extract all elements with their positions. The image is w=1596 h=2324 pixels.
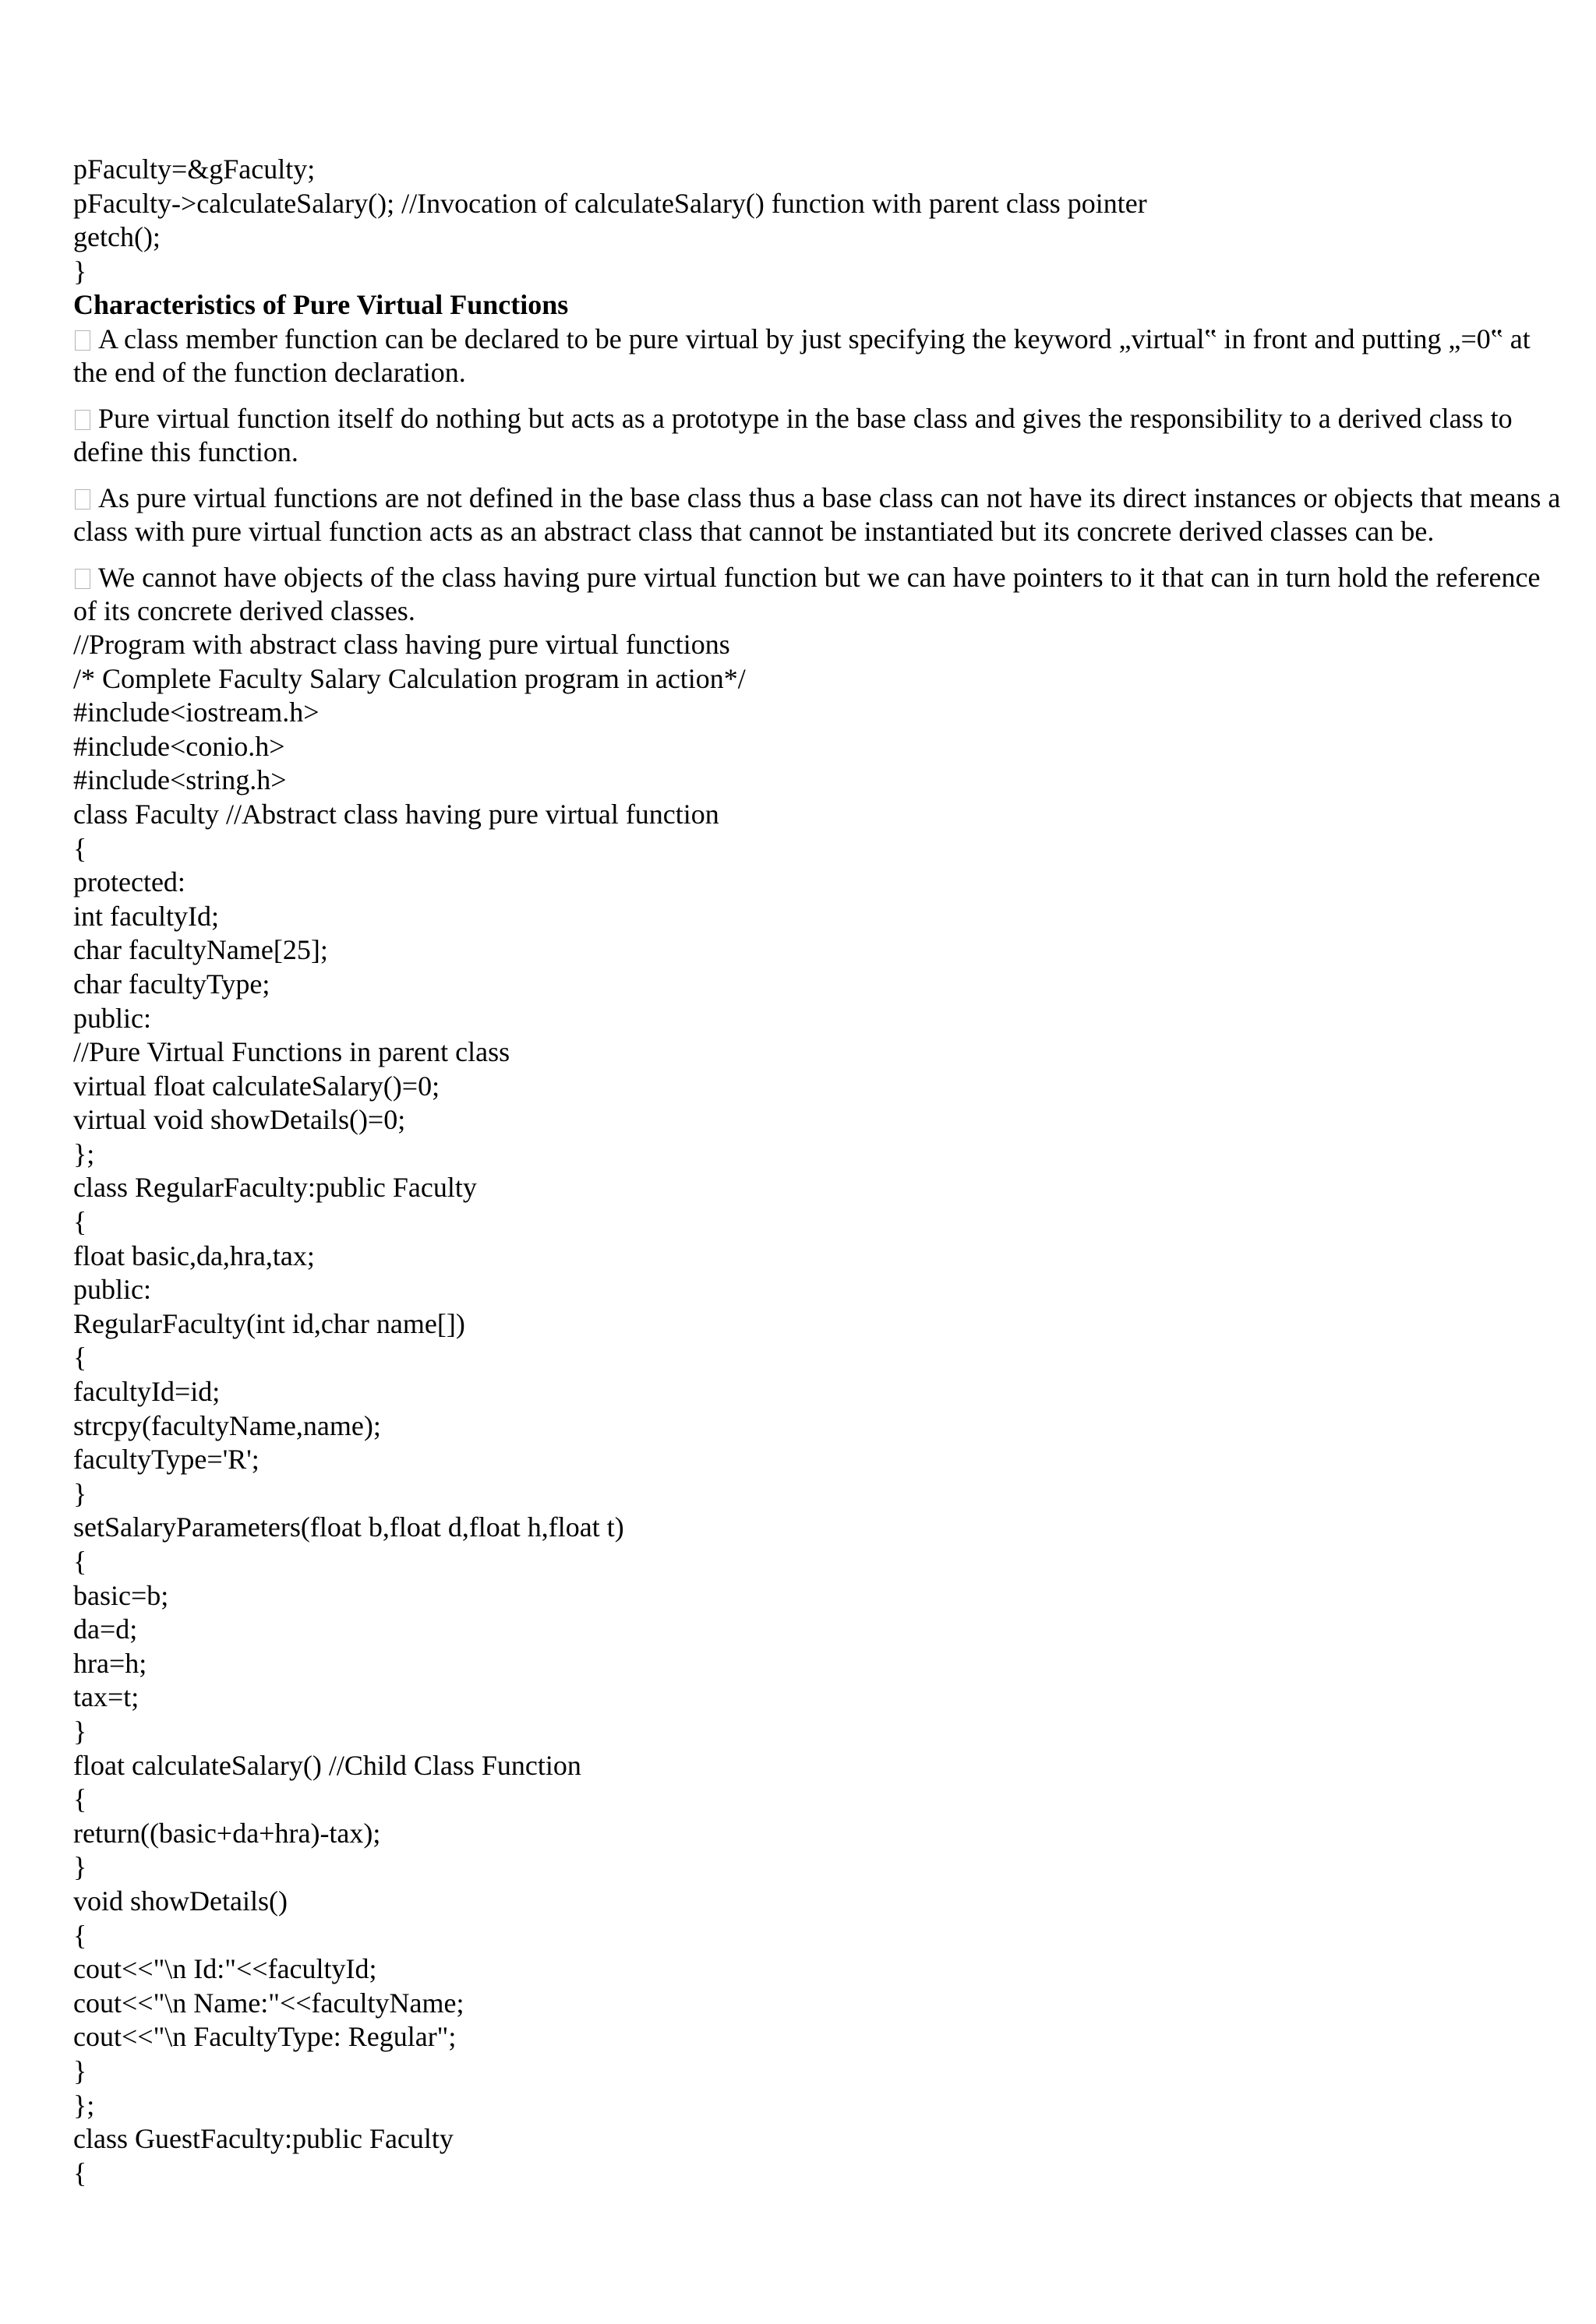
code-line: public: [73,1274,151,1306]
code-line: da=d; [73,1613,138,1645]
code-line: pFaculty->calculateSalary(); //Invocation of calculateSalary() function with parent class pointer [73,187,1147,219]
code-line: } [73,1851,87,1883]
code-line: cout<<"\n Id:"<<facultyId; [73,1953,377,1985]
code-line: void showDetails() [73,1885,288,1917]
code-line: cout<<"\n FacultyType: Regular"; [73,2021,457,2053]
code-line: //Pure Virtual Functions in parent class [73,1036,510,1068]
section-heading: Characteristics of Pure Virtual Functions [73,289,569,321]
bullet-item [73,323,1563,390]
code-line: { [73,1783,87,1815]
bullet-icon [75,569,90,589]
code-line: } [73,2054,87,2086]
code-line: }; [73,2089,95,2121]
program-code-block [73,628,1563,2190]
code-line: class RegularFaculty:public Faculty [73,1172,477,1204]
bullet-text: As pure virtual functions are not defined in the base class thus a base class can not have its direct instances or objects that means a class with pure virtual function acts as an abstract class that cannot be instantiated but its concrete derived classes can be. [73,481,1561,547]
code-line: float basic,da,hra,tax; [73,1240,315,1271]
bullet-icon [75,410,90,430]
code-line: public: [73,1002,151,1034]
code-line: /* Complete Faculty Salary Calculation program in action*/ [73,662,746,694]
bullet-item [73,561,1563,628]
bullet-text: A class member function can be declared to be pure virtual by just specifying the keyword „virtual‟ in front and putting „=0‟ at the end of the function declaration. [73,323,1531,388]
code-line: pFaculty=&gFaculty; [73,153,316,185]
code-line: return((basic+da+hra)-tax); [73,1817,381,1849]
code-line: tax=t; [73,1681,139,1713]
bullet-list [73,323,1563,628]
code-line: { [73,1206,87,1238]
code-line: char facultyName[25]; [73,934,328,966]
code-line: } [73,1715,87,1747]
bullet-item [73,481,1563,548]
code-line: cout<<"\n Name:"<<facultyName; [73,1987,464,2019]
code-line: { [73,1546,87,1577]
bullet-text: We cannot have objects of the class having pure virtual function but we can have pointers to it that can in turn hold the reference of its concrete derived classes. [73,561,1541,626]
code-line: setSalaryParameters(float b,float d,float h,float t) [73,1511,624,1543]
code-line: virtual void showDetails()=0; [73,1104,406,1136]
code-line: { [73,2156,87,2188]
code-line: class GuestFaculty:public Faculty [73,2123,454,2155]
code-line: basic=b; [73,1579,169,1611]
code-line: float calculateSalary() //Child Class Function [73,1749,581,1781]
code-line: facultyId=id; [73,1376,221,1408]
code-line: RegularFaculty(int id,char name[]) [73,1307,465,1339]
code-line: char facultyType; [73,968,270,1000]
code-line: { [73,832,87,864]
code-line: #include<conio.h> [73,730,285,762]
document-page [73,153,1563,2190]
code-line: #include<string.h> [73,764,287,796]
code-line: int facultyId; [73,900,219,932]
code-line: #include<iostream.h> [73,696,320,728]
code-line: { [73,1342,87,1374]
code-line: //Program with abstract class having pure virtual functions [73,628,730,660]
code-line: { [73,1919,87,1951]
bullet-icon [75,330,90,351]
bullet-text: Pure virtual function itself do nothing but acts as a prototype in the base class and gives the responsibility to a derived class to define this function. [73,402,1513,467]
code-line: virtual float calculateSalary()=0; [73,1070,440,1102]
code-line: class Faculty //Abstract class having pure virtual function [73,798,719,830]
code-line: protected: [73,866,185,898]
code-line: hra=h; [73,1647,147,1679]
code-line: } [73,1477,87,1509]
bullet-item [73,402,1563,469]
bullet-icon [75,489,90,510]
top-code-block [73,153,1563,288]
code-line: getch(); [73,221,161,253]
code-line: }; [73,1137,95,1169]
code-line: facultyType='R'; [73,1444,260,1476]
code-line: } [73,255,87,287]
code-line: strcpy(facultyName,name); [73,1409,381,1441]
